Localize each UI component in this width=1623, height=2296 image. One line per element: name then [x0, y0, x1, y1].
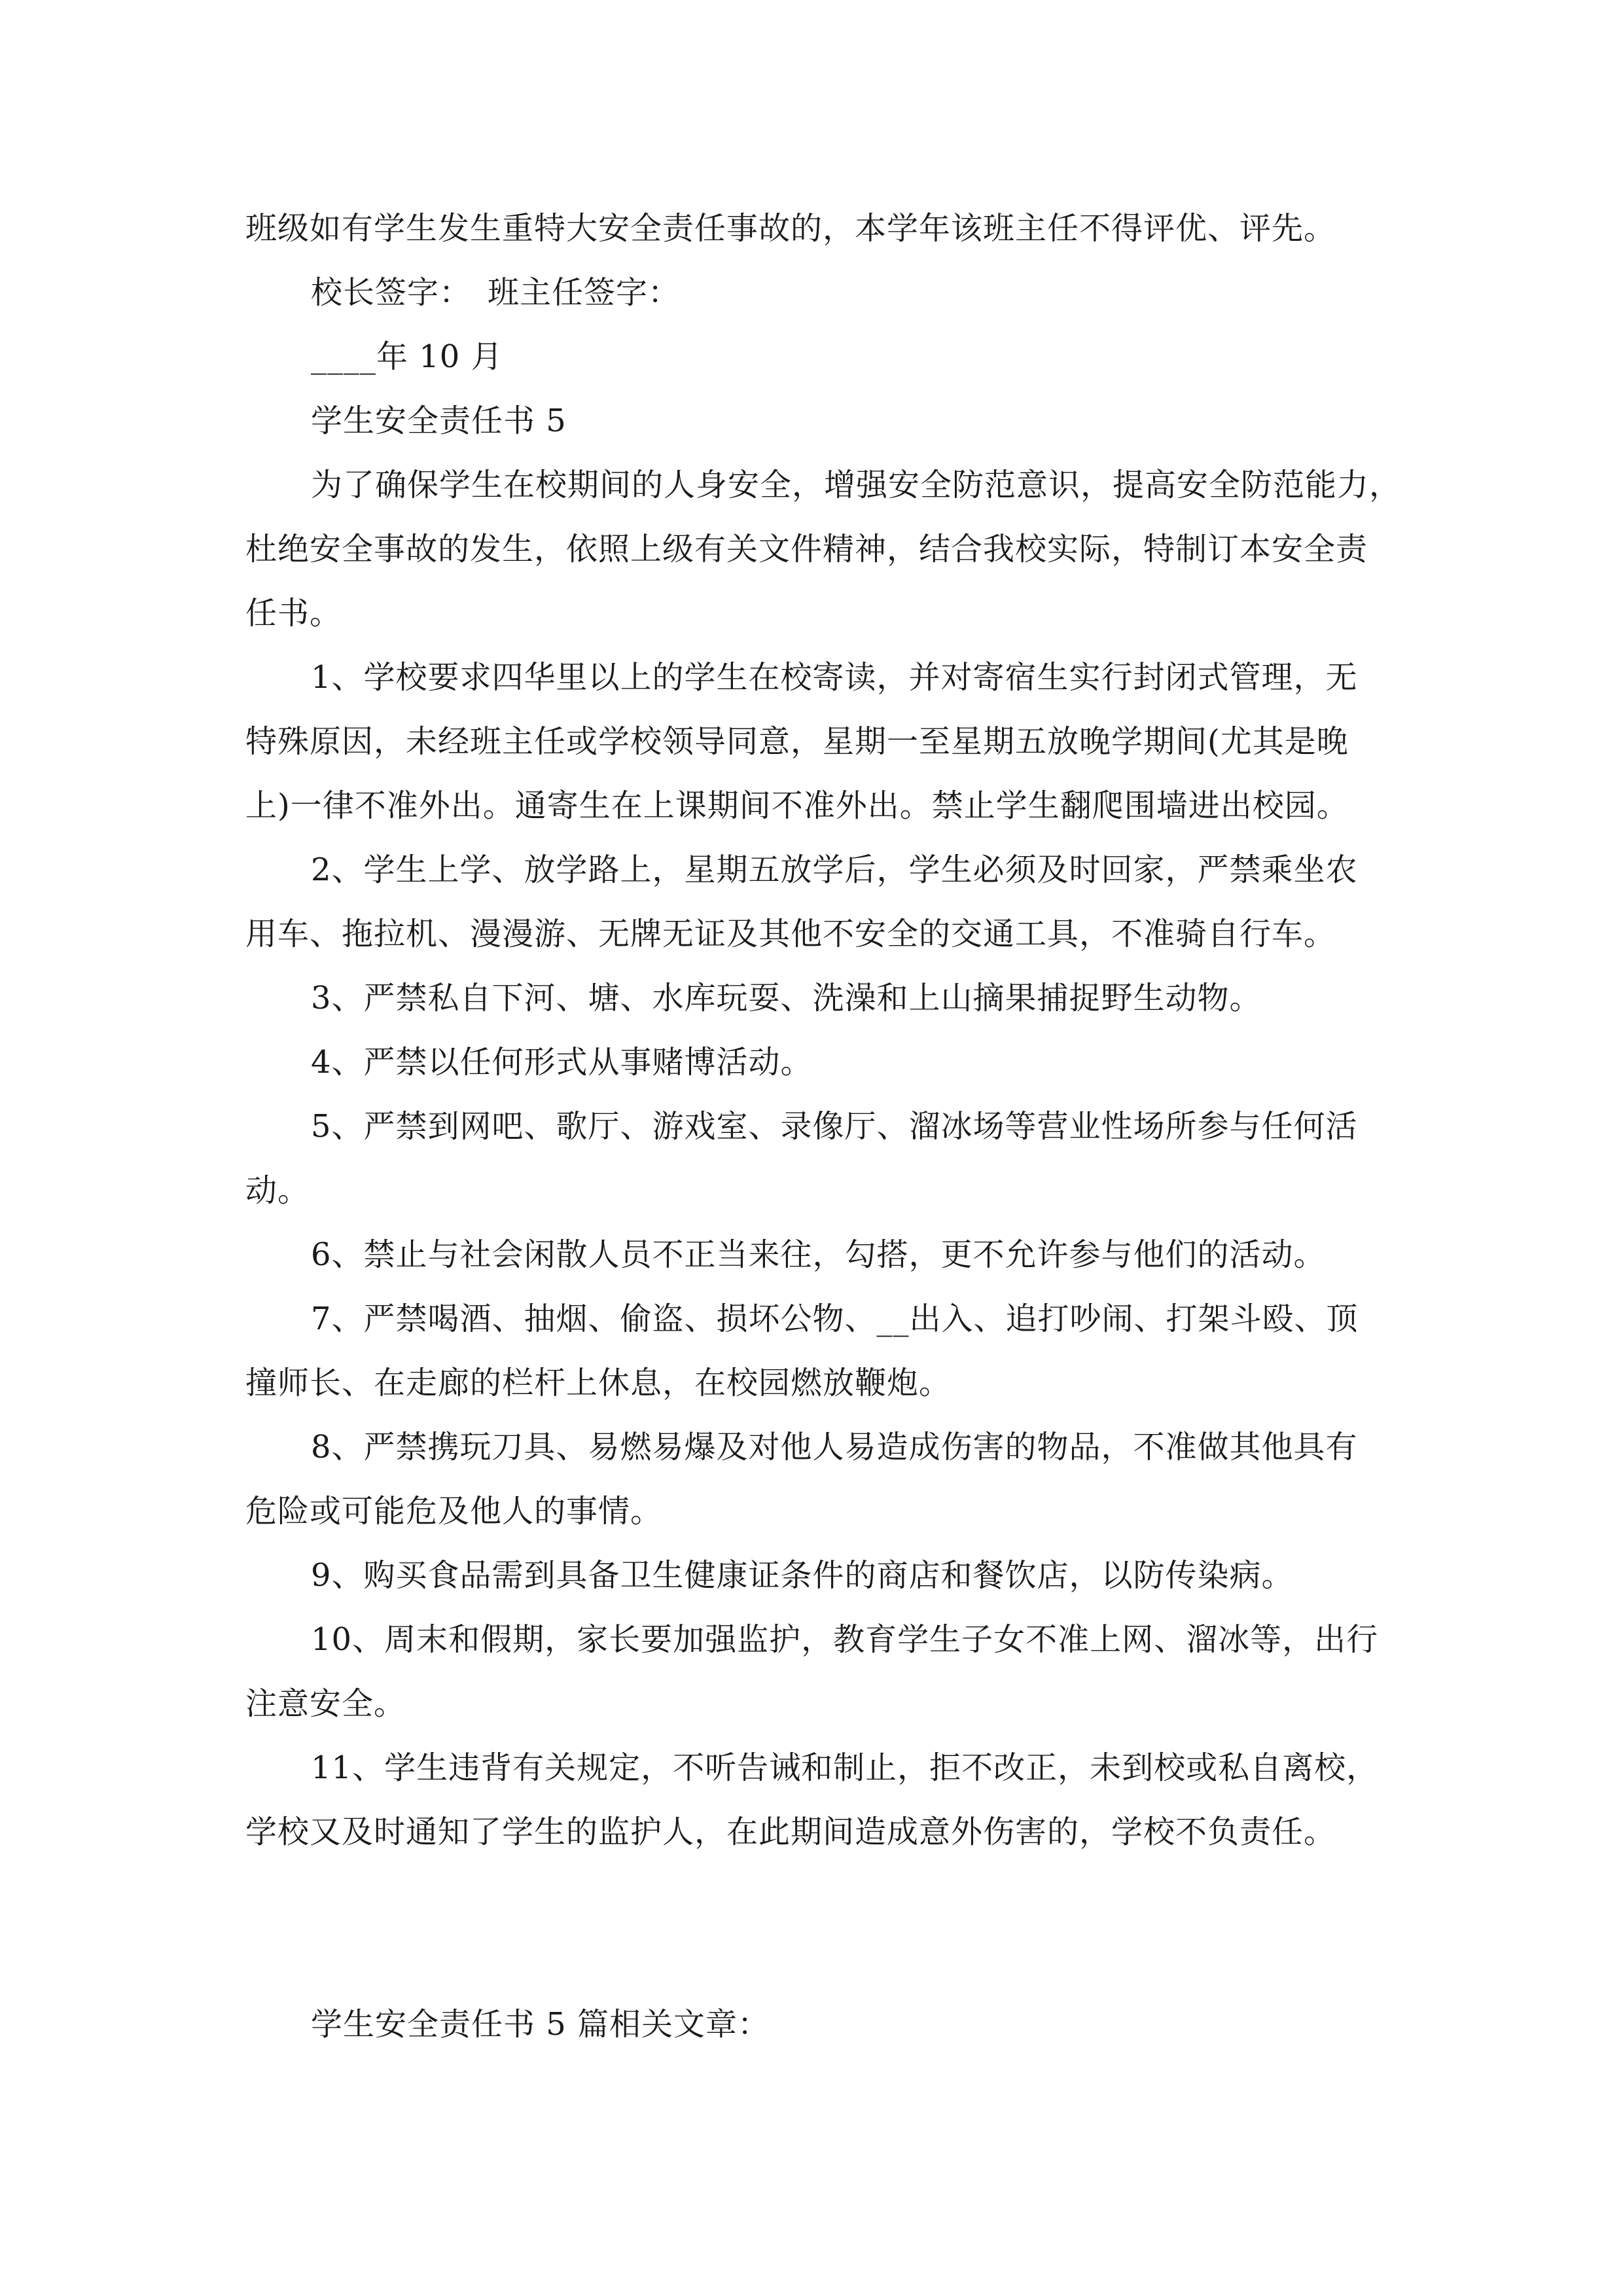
rule-item-8	[245, 1415, 1384, 1543]
rule-item-3	[245, 966, 1384, 1030]
rule-line: 注意安全。	[245, 1685, 406, 1722]
rule-line: 5、严禁到网吧、歌厅、游戏室、录像厅、溜冰场等营业性场所参与任何活	[311, 1108, 1358, 1145]
related-articles-heading: 学生安全责任书 5 篇相关文章：	[311, 2006, 770, 2043]
rule-line: 上)一律不准外出。通寄生在上课期间不准外出。禁止学生翻爬围墙进出校园。	[245, 787, 1349, 824]
preamble-line: 任书。	[245, 595, 342, 632]
rule-line: 4、严禁以任何形式从事赌博活动。	[311, 1044, 813, 1081]
rule-line: 2、学生上学、放学路上，星期五放学后，学生必须及时回家，严禁乘坐农	[311, 852, 1358, 888]
rule-item-9	[245, 1543, 1384, 1607]
rule-item-1	[245, 645, 1384, 838]
preamble-paragraph	[245, 453, 1402, 645]
rule-item-4	[245, 1030, 1384, 1094]
rule-line: 9、购买食品需到具备卫生健康证条件的商店和餐饮店，以防传染病。	[311, 1557, 1294, 1594]
rule-item-10	[245, 1607, 1384, 1736]
rule-line: 11、学生违背有关规定，不听告诫和制止，拒不改正，未到校或私自离校，	[311, 1749, 1379, 1786]
date-line: ____年 10 月	[311, 338, 503, 375]
rule-line: 用车、拖拉机、漫漫游、无牌无证及其他不安全的交通工具，不准骑自行车。	[245, 916, 1336, 952]
preamble-line: 为了确保学生在校期间的人身安全，增强安全防范意识，提高安全防范能力，	[311, 467, 1402, 503]
document-body	[245, 196, 1402, 2056]
preamble-line: 杜绝安全事故的发生，依照上级有关文件精神，结合我校实际，特制订本安全责	[245, 531, 1368, 567]
rule-line: 撞师长、在走廊的栏杆上休息，在校园燃放鞭炮。	[245, 1365, 952, 1401]
rule-line: 7、严禁喝酒、抽烟、偷盗、损坏公物、__出入、追打吵闹、打架斗殴、顶	[311, 1300, 1359, 1337]
rule-line: 1、学校要求四华里以上的学生在校寄读，并对寄宿生实行封闭式管理，无	[311, 659, 1358, 696]
rule-line: 学校又及时通知了学生的监护人，在此期间造成意外伤害的，学校不负责任。	[245, 1814, 1336, 1850]
rule-item-7	[245, 1287, 1384, 1415]
rule-item-11	[245, 1736, 1384, 1864]
rule-line: 6、禁止与社会闲散人员不正当来往，勾搭，更不允许参与他们的活动。	[311, 1236, 1326, 1273]
rule-line: 危险或可能危及他人的事情。	[245, 1493, 663, 1530]
rule-line: 10、周末和假期，家长要加强监护，教育学生子女不准上网、溜冰等，出行	[311, 1621, 1379, 1658]
intro-line: 班级如有学生发生重特大安全责任事故的，本学年该班主任不得评优、评先。	[245, 210, 1336, 247]
rule-line: 特殊原因，未经班主任或学校领导同意，星期一至星期五放晚学期间(尤其是晚	[245, 723, 1349, 760]
section-title: 学生安全责任书 5	[311, 403, 567, 439]
rule-item-2	[245, 838, 1384, 966]
rule-line: 动。	[245, 1172, 310, 1209]
rule-item-5	[245, 1094, 1384, 1223]
rule-line: 3、严禁私自下河、塘、水库玩耍、洗澡和上山摘果捕捉野生动物。	[311, 980, 1262, 1016]
spacer	[245, 1864, 1384, 1992]
rule-item-6	[245, 1223, 1384, 1287]
signature-line: 校长签字： 班主任签字：	[311, 274, 681, 311]
rule-line: 8、严禁携玩刀具、易燃易爆及对他人易造成伤害的物品，不准做其他具有	[311, 1429, 1358, 1465]
